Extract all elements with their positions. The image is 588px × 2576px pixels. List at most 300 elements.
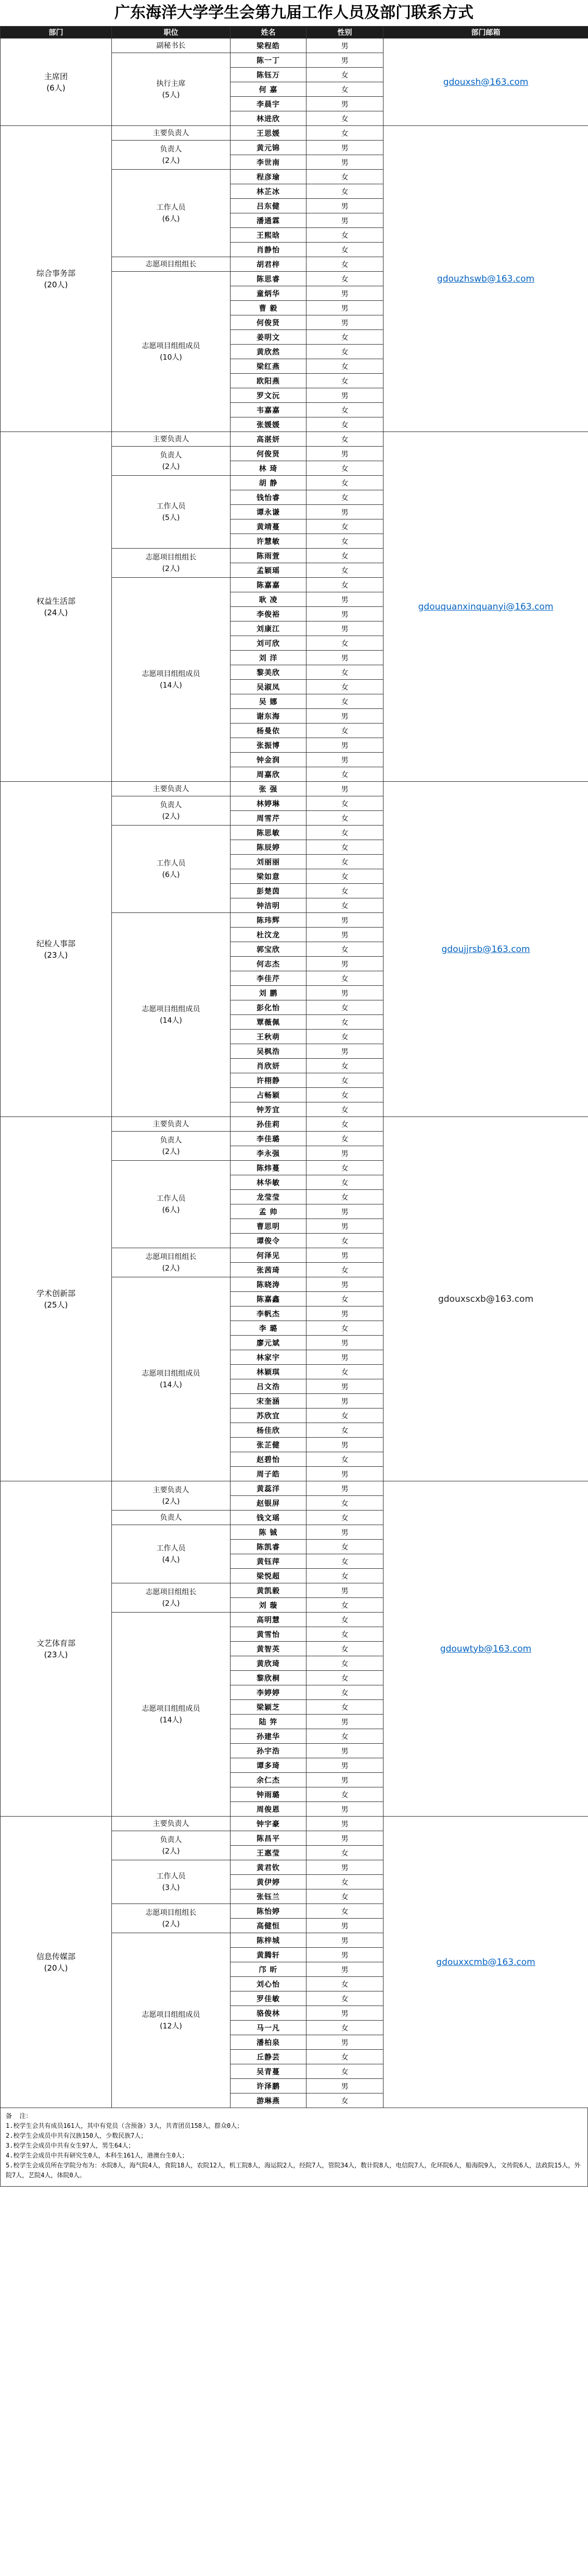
member-gender: 男 [306,1817,384,1831]
member-gender: 女 [306,1073,384,1088]
position-label: 志愿项目组组长 [145,1252,197,1261]
table-row [1,432,588,447]
member-gender: 男 [306,155,384,170]
member-gender: 男 [306,709,384,724]
member-name: 陈嘉鑫 [231,1292,306,1306]
member-name: 肖欣妍 [231,1059,306,1073]
position-cell [112,1860,231,1904]
member-gender: 男 [306,2035,384,2050]
member-name: 童炳华 [231,286,306,301]
member-gender: 女 [306,1263,384,1277]
member-name: 杨曼依 [231,724,306,738]
member-gender: 女 [306,272,384,286]
position-count: (2人) [162,812,180,821]
member-gender: 女 [306,1904,384,1919]
member-gender: 女 [306,1088,384,1102]
member-gender: 男 [306,928,384,942]
member-name: 吴 娜 [231,694,306,709]
member-gender: 女 [306,111,384,126]
member-name: 骆俊林 [231,2006,306,2021]
member-gender: 女 [306,1511,384,1525]
member-gender: 女 [306,1613,384,1627]
member-name: 李晨宇 [231,97,306,111]
member-name: 陈梓城 [231,1933,306,1948]
department-cell [1,782,112,1117]
member-gender: 女 [306,2064,384,2079]
member-name: 孟 帅 [231,1204,306,1219]
member-gender: 女 [306,694,384,709]
member-name: 梁红燕 [231,359,306,374]
member-gender: 女 [306,796,384,811]
department-email-link[interactable]: gdouwtyb@163.com [440,1643,532,1654]
member-gender: 女 [306,1321,384,1336]
department-email-cell [384,782,588,1117]
member-name: 谭俊令 [231,1234,306,1248]
member-name: 陈玮辉 [231,913,306,928]
member-gender: 女 [306,563,384,578]
member-name: 吴枫浩 [231,1044,306,1059]
position-cell [112,549,231,578]
department-cell [1,1481,112,1817]
department-email-link[interactable]: gdouzhswb@163.com [437,273,535,284]
position-cell [112,126,231,141]
member-gender: 女 [306,1015,384,1030]
member-name: 梁悦超 [231,1569,306,1583]
position-label: 志愿项目组组成员 [142,2010,200,2019]
member-gender: 男 [306,1948,384,1962]
position-cell [112,272,231,432]
member-gender: 男 [306,1525,384,1540]
member-name: 梁颖芝 [231,1700,306,1715]
member-gender: 女 [306,417,384,432]
position-cell [112,796,231,826]
member-name: 罗佳敏 [231,1991,306,2006]
position-cell [112,1831,231,1860]
position-label: 志愿项目组组长 [145,1908,197,1917]
member-gender: 男 [306,1248,384,1263]
member-gender: 女 [306,228,384,243]
member-name: 钱怡睿 [231,490,306,505]
member-name: 林颖琪 [231,1365,306,1379]
table-row [1,782,588,796]
department-count: (24人) [44,607,68,617]
member-name: 陆 笄 [231,1715,306,1729]
member-gender: 女 [306,243,384,257]
member-name: 李佳璐 [231,1132,306,1146]
member-name: 程彦瑜 [231,170,306,184]
member-name: 李世南 [231,155,306,170]
member-gender: 男 [306,315,384,330]
member-name: 何俊贤 [231,315,306,330]
member-gender: 男 [306,301,384,315]
member-gender: 女 [306,403,384,417]
header-position: 职位 [112,27,231,39]
member-name: 周子皓 [231,1467,306,1481]
member-name: 黄凯毅 [231,1583,306,1598]
position-label: 志愿项目组组成员 [142,341,200,350]
position-cell [112,170,231,257]
member-gender: 男 [306,592,384,607]
member-name: 孙佳莉 [231,1117,306,1132]
position-count: (4人) [162,1555,180,1564]
department-name: 主席团 [44,71,68,81]
member-gender: 女 [306,1787,384,1802]
position-label: 负责人 [160,145,182,154]
table-row [1,1817,588,1831]
position-label: 工作人员 [156,502,186,511]
member-gender: 女 [306,1365,384,1379]
position-cell [112,1132,231,1161]
member-name: 周嘉欣 [231,767,306,782]
member-gender: 男 [306,957,384,971]
member-gender: 男 [306,1219,384,1234]
member-name: 李佳芹 [231,971,306,986]
member-name: 梁程皓 [231,39,306,53]
position-label: 志愿项目组组成员 [142,1005,200,1013]
member-gender: 女 [306,1642,384,1656]
member-gender: 女 [306,519,384,534]
department-email-link: gdouxscxb@163.com [438,1293,534,1304]
position-count: (14人) [160,1716,182,1724]
position-count: (14人) [160,1380,182,1389]
member-gender: 女 [306,898,384,913]
member-gender: 男 [306,607,384,621]
position-count: (5人) [162,91,180,99]
table-header-row [1,27,588,39]
member-name: 黄雪怡 [231,1627,306,1642]
department-cell [1,1817,112,2108]
department-cell [1,1117,112,1481]
member-name: 林婷琳 [231,796,306,811]
member-gender: 女 [306,2050,384,2064]
member-name: 刘心怡 [231,1977,306,1991]
member-name: 黄君钦 [231,1860,306,1875]
member-name: 杨佳欣 [231,1423,306,1438]
member-gender: 女 [306,1234,384,1248]
notes-line: 5.校学生会成员所在学院分布为：水院8人，海气院4人，食院18人，农院12人，机工院8人，海运院2人，经院7人，管院34人，数计院8人，电信院7人，化环院6人，船海院9人，文传院6人，法政院15人，外院7人，艺院4人，体院0人。 [6,2162,581,2179]
position-count: (5人) [162,513,180,522]
member-name: 张芷健 [231,1438,306,1452]
member-gender: 男 [306,1146,384,1161]
position-cell [112,1161,231,1248]
member-gender: 女 [306,884,384,898]
member-name: 刘 璇 [231,1598,306,1613]
member-name: 何 嘉 [231,82,306,97]
member-gender: 女 [306,1059,384,1073]
member-gender: 女 [306,461,384,476]
member-gender: 女 [306,1977,384,1991]
member-gender: 男 [306,141,384,155]
member-name: 余仁杰 [231,1773,306,1787]
member-name: 陈凯睿 [231,1540,306,1554]
position-count: (6人) [162,1205,180,1214]
member-name: 陈 铖 [231,1525,306,1540]
department-name: 综合事务部 [36,268,75,278]
table-row [1,1117,588,1132]
position-count: (6人) [162,870,180,879]
position-label: 志愿项目组组长 [145,1588,197,1596]
member-name: 陈思敏 [231,826,306,840]
member-name: 谢东海 [231,709,306,724]
member-name: 林进欣 [231,111,306,126]
department-count: (20人) [44,280,68,289]
position-cell [112,1904,231,1933]
member-name: 龙莹莹 [231,1190,306,1204]
table-row [1,1481,588,1496]
position-label: 志愿项目组组成员 [142,1704,200,1713]
position-count: (2人) [162,1920,180,1928]
member-name: 陈嘉嘉 [231,578,306,592]
member-name: 罗文沅 [231,388,306,403]
position-label: 负责人 [160,1136,182,1145]
member-name: 吕文浩 [231,1379,306,1394]
position-cell [112,1817,231,1831]
member-gender: 女 [306,971,384,986]
position-cell [112,141,231,170]
position-cell [112,447,231,476]
member-name: 孙建华 [231,1729,306,1744]
member-name: 钟金润 [231,753,306,767]
position-cell [112,1613,231,1817]
member-gender: 女 [306,1452,384,1467]
member-name: 刘丽丽 [231,855,306,869]
notes-line: 1.校学生会共有成员161人，其中有党员（含预备）3人，共青团员158人，群众0人； [6,2122,244,2129]
member-gender: 男 [306,1394,384,1408]
member-name: 赵碧怡 [231,1452,306,1467]
position-count: (2人) [162,1147,180,1156]
member-name: 彭楚茵 [231,884,306,898]
member-gender: 女 [306,82,384,97]
member-gender: 男 [306,1467,384,1481]
position-cell [112,578,231,782]
member-name: 覃薇佩 [231,1015,306,1030]
department-email-link[interactable]: gdoujjrsb@163.com [441,944,530,955]
member-gender: 女 [306,1889,384,1904]
member-gender: 男 [306,738,384,753]
member-gender: 女 [306,1292,384,1306]
position-label: 志愿项目组组长 [145,553,197,562]
member-gender: 女 [306,345,384,359]
member-gender: 女 [306,476,384,490]
member-gender: 男 [306,1336,384,1350]
table-row [1,39,588,53]
department-name: 学术创新部 [36,1288,75,1298]
member-name: 占畅颖 [231,1088,306,1102]
member-gender: 男 [306,505,384,519]
header-email: 部门邮箱 [384,27,588,39]
department-email-cell [384,432,588,782]
position-cell [112,39,231,53]
member-name: 张媛媛 [231,417,306,432]
member-gender: 女 [306,1408,384,1423]
member-name: 赵银屏 [231,1496,306,1511]
member-name: 黄钰萍 [231,1554,306,1569]
member-name: 李永强 [231,1146,306,1161]
member-name: 刘可欣 [231,636,306,651]
member-gender: 女 [306,2093,384,2108]
member-gender: 女 [306,855,384,869]
member-gender: 女 [306,636,384,651]
member-gender: 男 [306,1277,384,1292]
member-gender: 女 [306,184,384,199]
member-name: 林 琦 [231,461,306,476]
department-count: (6人) [46,83,66,93]
member-gender: 女 [306,2021,384,2035]
member-gender: 女 [306,680,384,694]
department-count: (20人) [44,1963,68,1973]
position-count: (12人) [160,2022,182,2031]
roster-table [0,26,588,2108]
member-name: 刘 鹏 [231,986,306,1000]
member-gender: 男 [306,1044,384,1059]
department-email-cell [384,39,588,126]
member-name: 黄腾轩 [231,1948,306,1962]
position-count: (2人) [162,462,180,471]
member-gender: 女 [306,1991,384,2006]
member-name: 黄欣琦 [231,1656,306,1671]
member-name: 李婷婷 [231,1685,306,1700]
member-name: 许慧敏 [231,534,306,549]
member-name: 黄元锦 [231,141,306,155]
position-label: 工作人员 [156,859,186,868]
member-gender: 男 [306,1933,384,1948]
member-name: 何志杰 [231,957,306,971]
member-name: 苏欣宜 [231,1408,306,1423]
member-gender: 女 [306,1729,384,1744]
notes-line: 3.校学生会成员中共有女生97人，男生64人； [6,2142,135,2149]
member-gender: 女 [306,1627,384,1642]
position-cell [112,913,231,1117]
member-gender: 男 [306,1919,384,1933]
department-email-link[interactable]: gdouxsh@163.com [443,77,529,87]
member-name: 许栩静 [231,1073,306,1088]
member-name: 高湛妍 [231,432,306,447]
member-gender: 男 [306,1773,384,1787]
member-gender: 女 [306,1496,384,1511]
department-email-link[interactable]: gdouquanxinquanyi@163.com [418,601,554,612]
member-gender: 女 [306,1423,384,1438]
member-gender: 男 [306,1438,384,1452]
member-name: 黄伊婷 [231,1875,306,1889]
member-gender: 女 [306,374,384,388]
member-name: 钟雨璐 [231,1787,306,1802]
position-cell [112,1525,231,1583]
member-gender: 女 [306,811,384,826]
member-name: 黎欣桐 [231,1671,306,1685]
position-label: 工作人员 [156,1872,186,1881]
position-count: (2人) [162,1599,180,1608]
member-name: 刘康江 [231,621,306,636]
member-name: 陈昌平 [231,1831,306,1846]
table-row [1,126,588,141]
member-gender: 女 [306,1102,384,1117]
member-name: 肖静怡 [231,243,306,257]
member-gender: 男 [306,753,384,767]
member-gender: 男 [306,213,384,228]
position-label: 负责人 [160,451,182,460]
member-gender: 男 [306,651,384,665]
department-email-cell [384,1481,588,1817]
position-label: 副秘书长 [156,41,186,50]
member-gender: 男 [306,2079,384,2093]
member-name: 韦嘉嘉 [231,403,306,417]
member-name: 钟芳宜 [231,1102,306,1117]
member-name: 钟洁明 [231,898,306,913]
position-label: 执行主席 [156,79,186,88]
member-name: 吕东健 [231,199,306,213]
position-count: (10人) [160,353,182,362]
member-gender: 女 [306,1000,384,1015]
member-name: 王思媛 [231,126,306,141]
member-name: 郭宝欣 [231,942,306,957]
position-label: 工作人员 [156,1194,186,1203]
member-name: 孙宇浩 [231,1744,306,1758]
position-count: (14人) [160,1016,182,1025]
position-count: (14人) [160,681,182,690]
member-gender: 男 [306,621,384,636]
member-name: 游琳燕 [231,2093,306,2108]
department-count: (23人) [44,950,68,960]
position-label: 主要负责人 [152,435,189,443]
member-gender: 女 [306,1875,384,1889]
position-cell [112,432,231,447]
member-gender: 男 [306,1715,384,1729]
member-gender: 女 [306,257,384,272]
member-name: 王熙晗 [231,228,306,243]
position-label: 主要负责人 [152,1486,189,1494]
member-gender: 女 [306,1190,384,1204]
member-gender: 男 [306,1379,384,1394]
member-gender: 男 [306,53,384,68]
department-email-link[interactable]: gdouxxcmb@163.com [436,1957,535,1968]
member-name: 吴淑凤 [231,680,306,694]
member-gender: 女 [306,330,384,345]
member-name: 张钰兰 [231,1889,306,1904]
member-name: 周俊恩 [231,1802,306,1817]
member-gender: 女 [306,665,384,680]
member-name: 陈辰婷 [231,840,306,855]
position-cell [112,1583,231,1613]
member-gender: 女 [306,549,384,563]
member-gender: 女 [306,1554,384,1569]
position-count: (2人) [162,564,180,573]
member-name: 王秋萌 [231,1030,306,1044]
department-count: (25人) [44,1300,68,1310]
member-name: 陈思睿 [231,272,306,286]
member-name: 黄靖蔓 [231,519,306,534]
member-gender: 男 [306,1204,384,1219]
member-gender: 男 [306,447,384,461]
position-cell [112,782,231,796]
member-name: 黄欣然 [231,345,306,359]
member-name: 钱文瑶 [231,1511,306,1525]
member-gender: 女 [306,490,384,505]
department-name: 信息传媒部 [36,1951,75,1961]
member-name: 耿 凌 [231,592,306,607]
member-name: 张 强 [231,782,306,796]
member-name: 丘静芸 [231,2050,306,2064]
position-label: 主要负责人 [152,1819,189,1828]
member-gender: 男 [306,1962,384,1977]
member-name: 杜汶龙 [231,928,306,942]
department-email-cell [384,126,588,432]
position-cell [112,1248,231,1277]
member-name: 梁如意 [231,869,306,884]
member-name: 高健恒 [231,1919,306,1933]
header-gender: 性别 [306,27,384,39]
roster-body [1,39,588,2108]
member-name: 李 璐 [231,1321,306,1336]
